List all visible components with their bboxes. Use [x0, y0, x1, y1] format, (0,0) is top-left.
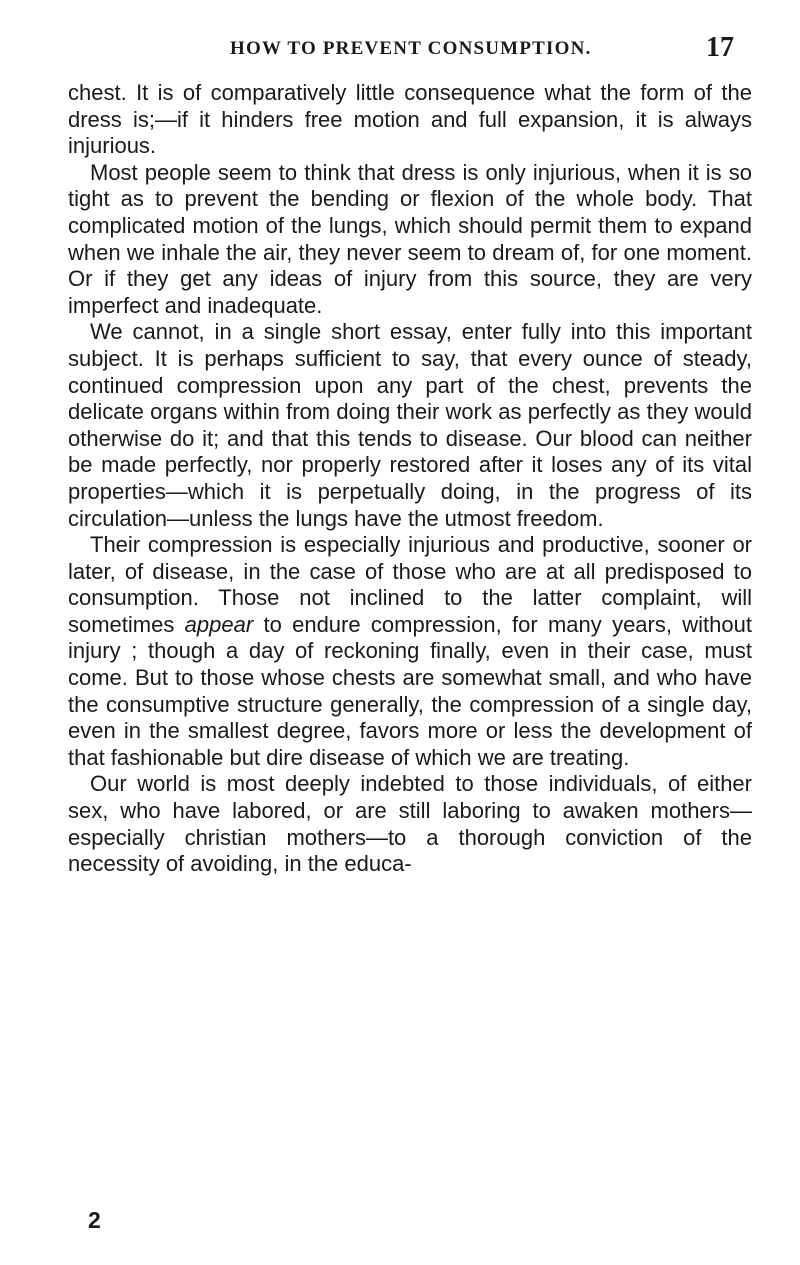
- paragraph: Most people seem to think that dress is only injurious, when it is so tight as to prevent the bending or flexion of the whole body. That complicated motion of the lungs, which should permit them to expand when we inhale the air, they never seem to dream of, for one moment. Or if they get any ideas of injury from this source, they are very imperfect and inadequate.: [68, 159, 752, 318]
- paragraph: [68, 532, 752, 771]
- paragraph-text: to endure compression, for many years, without injury ; though a day of reckoning finally, even in their case, must come. But to those whose chests are somewhat small, and who have the consumptive structure generally, the compression of a single day, even in the smallest degree, favors more or less the development of that fashionable but dire disease of which we are treating.: [68, 611, 752, 770]
- running-head: [80, 34, 740, 68]
- signature-mark: 2: [88, 1207, 101, 1233]
- paragraph: chest. It is of comparatively little consequence what the form of the dress is;—if it hinders free motion and full expansion, it is always injurious.: [68, 80, 752, 159]
- paragraph: We cannot, in a single short essay, enter fully into this important subject. It is perhaps sufficient to say, that every ounce of steady, continued compression upon any part of the chest, prevents the delicate organs within from doing their work as perfectly as they would otherwise do it; and that this tends to disease. Our blood can neither be made perfectly, nor properly restored after it loses any of its vital properties—which it is perpetually doing, in the progress of its circulation—unless the lungs have the utmost freedom.: [68, 319, 752, 531]
- page-number: 17: [706, 32, 734, 63]
- running-title: HOW TO PREVENT CONSUMPTION.: [230, 38, 592, 59]
- body-text: [68, 80, 752, 878]
- paragraph-text: Their compression is especially injurious and productive, sooner or later, of disease, in the case of those who are at all predisposed to consumption. Those not inclined to the latter complaint, will sometimes: [68, 532, 752, 637]
- paragraph: Our world is most deeply indebted to those individuals, of either sex, who have labored, or are still laboring to awaken mothers—especially christian mothers—to a thorough conviction of the necessity of avoiding, in the educa-: [68, 771, 752, 877]
- emphasized-word: appear: [184, 611, 254, 637]
